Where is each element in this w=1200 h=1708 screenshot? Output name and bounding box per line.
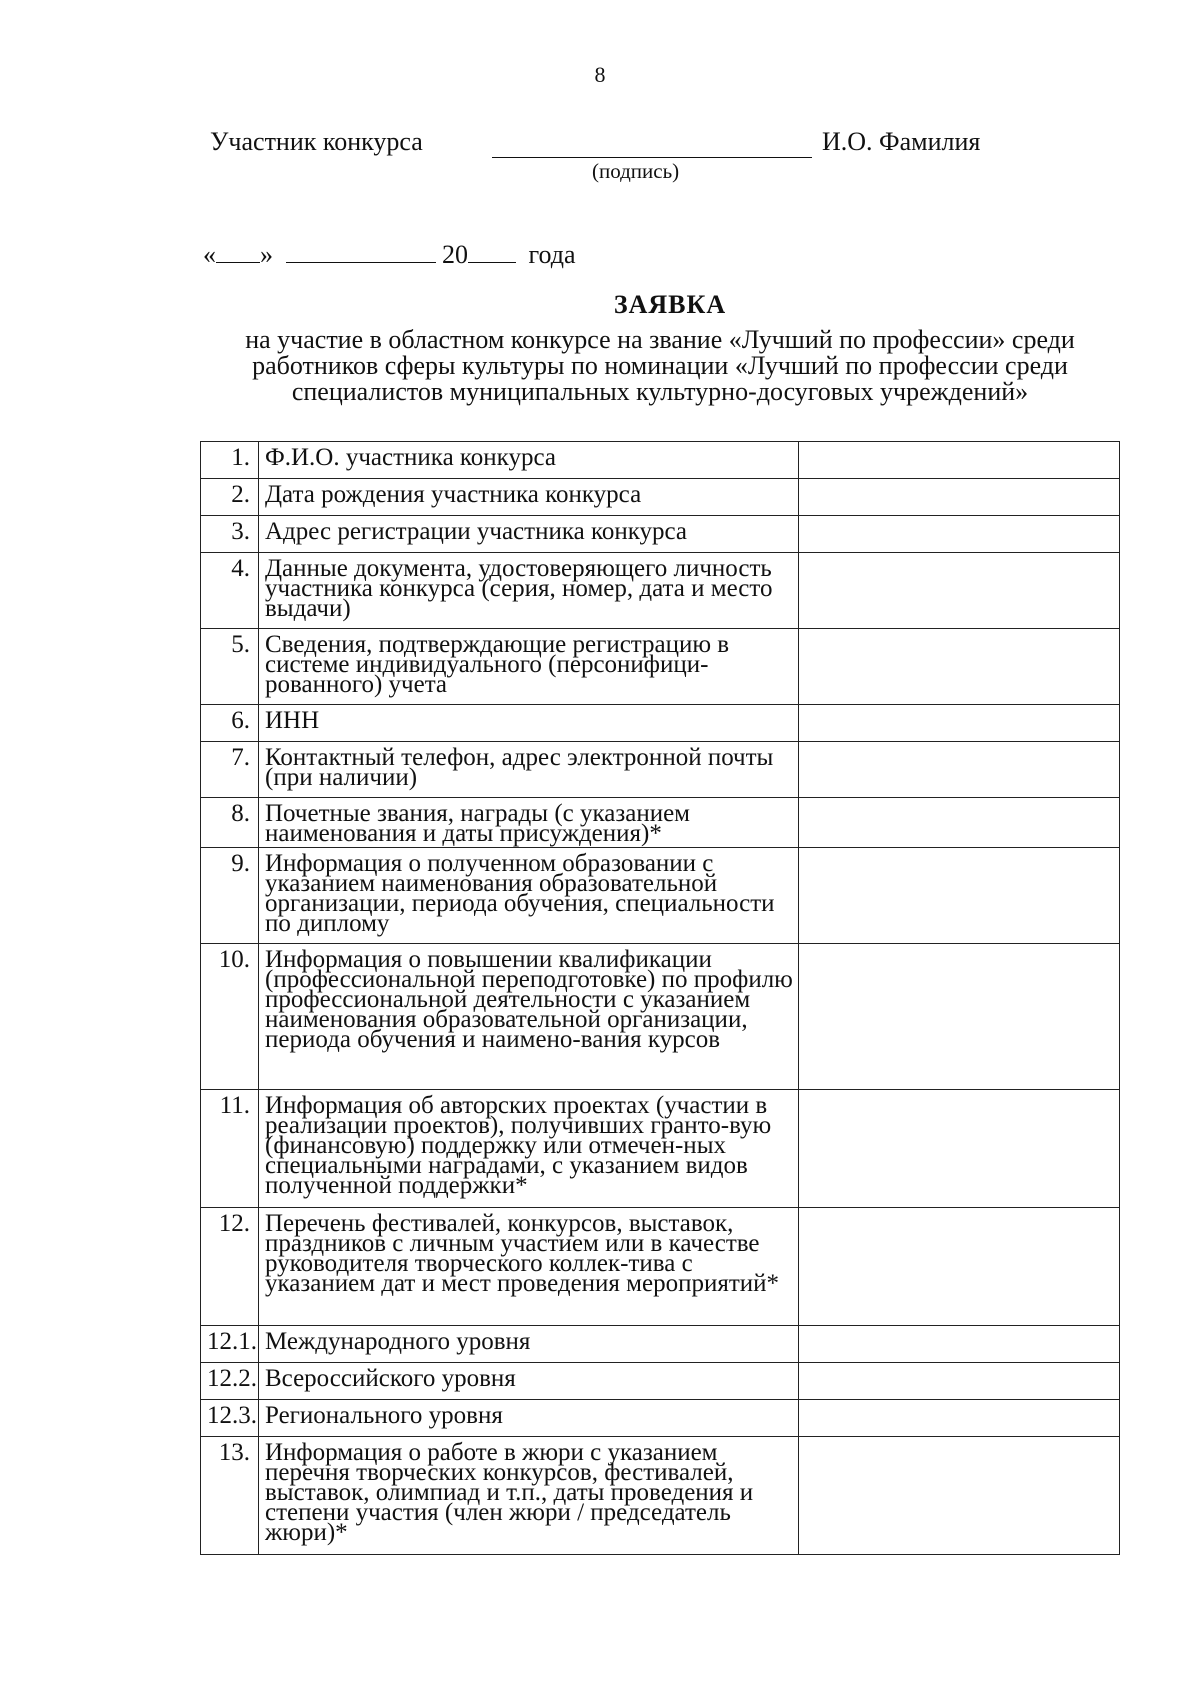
signature-row xyxy=(210,127,1030,187)
row-value-cell[interactable] xyxy=(799,705,1120,742)
table-row xyxy=(201,1090,1120,1208)
row-value-cell[interactable] xyxy=(799,1400,1120,1437)
table-row xyxy=(201,1400,1120,1437)
row-number: 9. xyxy=(201,848,259,944)
table-row xyxy=(201,553,1120,629)
table-row xyxy=(201,848,1120,944)
row-number: 8. xyxy=(201,798,259,848)
table-row xyxy=(201,442,1120,479)
row-number: 6. xyxy=(201,705,259,742)
row-label: Данные документа, удостоверяющего личность участника конкурса (серия, номер, дата и место выдачи) xyxy=(259,553,799,629)
row-label: Дата рождения участника конкурса xyxy=(259,479,799,516)
signature-line xyxy=(492,157,812,158)
row-number: 2. xyxy=(201,479,259,516)
date-line xyxy=(203,240,576,270)
row-value-cell[interactable] xyxy=(799,1326,1120,1363)
signature-caption: (подпись) xyxy=(592,159,680,183)
row-number: 12.1. xyxy=(201,1326,259,1363)
row-number: 12. xyxy=(201,1208,259,1326)
table-row xyxy=(201,742,1120,798)
year-blank xyxy=(468,240,516,263)
row-label: Всероссийского уровня xyxy=(259,1363,799,1400)
row-label: Информация о работе в жюри с указанием перечня творческих конкурсов, фестивалей, выставок, олимпиад и т.п., даты проведения и степени участия (член жюри / председатель жюри)* xyxy=(259,1437,799,1555)
table-row xyxy=(201,629,1120,705)
row-label: Ф.И.О. участника конкурса xyxy=(259,442,799,479)
row-value-cell[interactable] xyxy=(799,944,1120,1090)
row-value-cell[interactable] xyxy=(799,1437,1120,1555)
row-number: 7. xyxy=(201,742,259,798)
row-number: 5. xyxy=(201,629,259,705)
table-row xyxy=(201,944,1120,1090)
row-label: Регионального уровня xyxy=(259,1400,799,1437)
month-blank xyxy=(286,240,436,263)
page-number: 8 xyxy=(594,62,606,87)
row-number: 13. xyxy=(201,1437,259,1555)
day-blank xyxy=(216,240,260,263)
row-label: Информация о повышении квалификации (профессиональной переподготовке) по профилю профессиональной деятельности с указанием наименования образовательной организации, периода обучения и наимено-вания курсов xyxy=(259,944,799,1090)
document-subtitle xyxy=(200,327,1120,405)
document-title: ЗАЯВКА xyxy=(613,290,727,319)
table-row xyxy=(201,1363,1120,1400)
row-number: 10. xyxy=(201,944,259,1090)
row-label: ИНН xyxy=(259,705,799,742)
row-value-cell[interactable] xyxy=(799,798,1120,848)
row-number: 11. xyxy=(201,1090,259,1208)
row-number: 12.2. xyxy=(201,1363,259,1400)
participant-label: Участник конкурса xyxy=(210,127,423,156)
table-row xyxy=(201,516,1120,553)
year-word: года xyxy=(528,240,576,269)
row-label: Информация о полученном образовании с указанием наименования образовательной организации, периода обучения, специальности по диплому xyxy=(259,848,799,944)
row-value-cell[interactable] xyxy=(799,1090,1120,1208)
application-table xyxy=(200,441,1120,1555)
row-value-cell[interactable] xyxy=(799,553,1120,629)
subtitle-line: работников сферы культуры по номинации «Лучший по профессии среди xyxy=(252,351,1068,380)
row-number: 12.3. xyxy=(201,1400,259,1437)
subtitle-line: на участие в областном конкурсе на звание «Лучший по профессии» среди xyxy=(245,325,1075,354)
row-value-cell[interactable] xyxy=(799,479,1120,516)
row-value-cell[interactable] xyxy=(799,1208,1120,1326)
table-row xyxy=(201,1437,1120,1555)
row-number: 3. xyxy=(201,516,259,553)
row-value-cell[interactable] xyxy=(799,742,1120,798)
row-label: Перечень фестивалей, конкурсов, выставок, праздников с личным участием или в качестве руководителя творческого коллек-тива с указанием дат и мест проведения мероприятий* xyxy=(259,1208,799,1326)
century: 20 xyxy=(442,240,468,269)
row-number: 1. xyxy=(201,442,259,479)
name-placeholder: И.О. Фамилия xyxy=(822,127,981,156)
row-label: Сведения, подтверждающие регистрацию в системе индивидуального (персонифици-рованного) учета xyxy=(259,629,799,705)
table-row xyxy=(201,705,1120,742)
row-value-cell[interactable] xyxy=(799,629,1120,705)
row-label: Контактный телефон, адрес электронной почты (при наличии) xyxy=(259,742,799,798)
table-row xyxy=(201,479,1120,516)
row-value-cell[interactable] xyxy=(799,442,1120,479)
table-row xyxy=(201,1326,1120,1363)
row-label: Информация об авторских проектах (участии в реализации проектов), получивших гранто-вую (финансовую) поддержку или отмечен-ных специальными наградами, с указанием видов полученной поддержки* xyxy=(259,1090,799,1208)
row-label: Адрес регистрации участника конкурса xyxy=(259,516,799,553)
row-value-cell[interactable] xyxy=(799,1363,1120,1400)
row-value-cell[interactable] xyxy=(799,848,1120,944)
subtitle-line: специалистов муниципальных культурно-досуговых учреждений» xyxy=(291,377,1029,406)
row-value-cell[interactable] xyxy=(799,516,1120,553)
row-label: Международного уровня xyxy=(259,1326,799,1363)
close-quote: » xyxy=(260,240,273,269)
row-label: Почетные звания, награды (с указанием наименования и даты присуждения)* xyxy=(259,798,799,848)
open-quote: « xyxy=(203,240,216,269)
row-number: 4. xyxy=(201,553,259,629)
table-row xyxy=(201,798,1120,848)
table-row xyxy=(201,1208,1120,1326)
